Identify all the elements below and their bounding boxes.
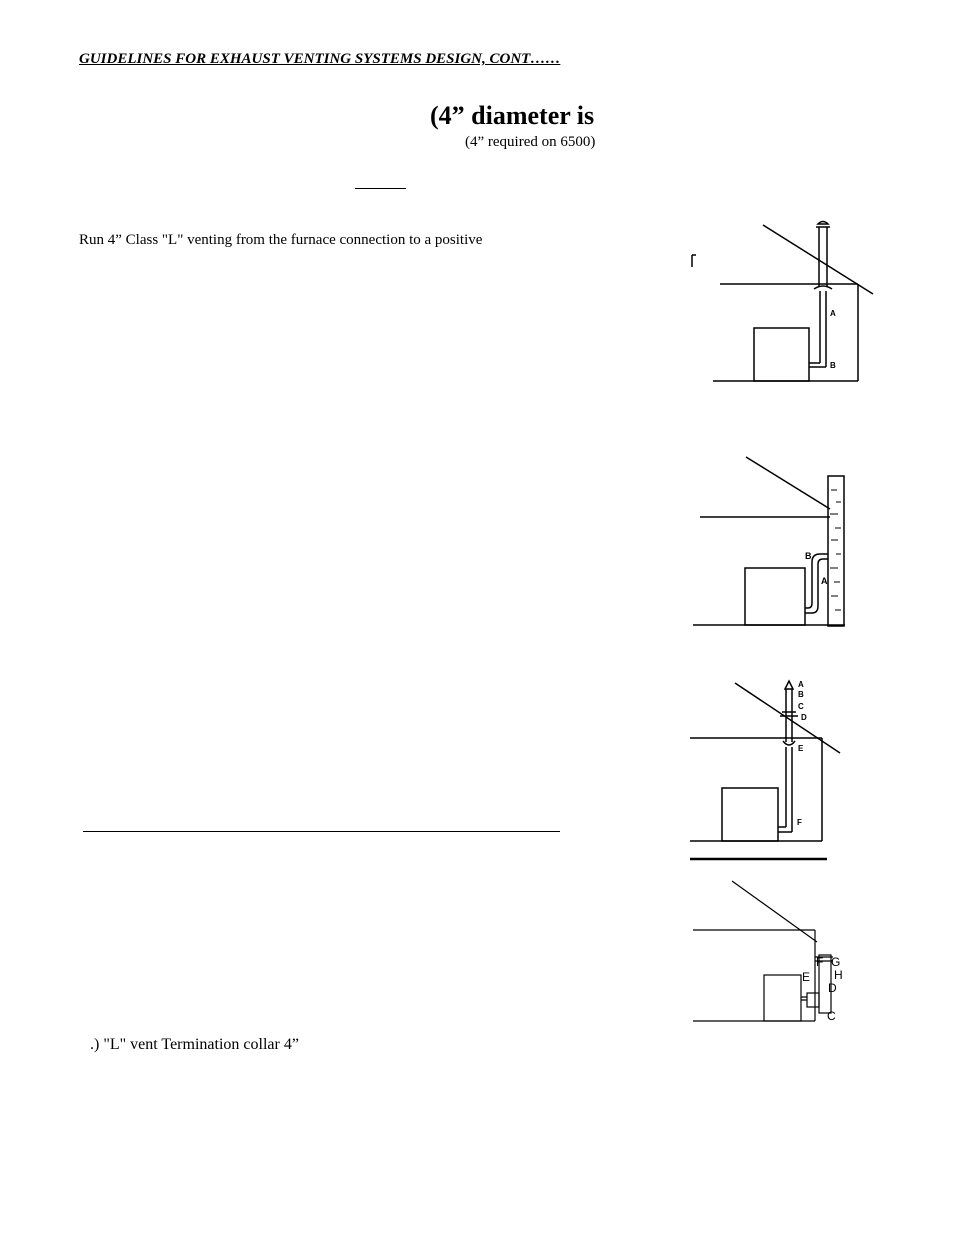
label-e: E (798, 744, 804, 753)
roof-line (746, 457, 830, 509)
label-a: A (798, 680, 804, 689)
label-b: B (830, 361, 836, 370)
termination-collar-item: .) "L" vent Termination collar 4” (90, 1036, 299, 1053)
masonry-chimney (828, 476, 844, 626)
roof-line (732, 881, 817, 942)
label-h: H (834, 968, 843, 982)
label-d: D (828, 981, 837, 995)
label-f: F (816, 955, 824, 969)
model-requirement-note: (4” required on 6500) (465, 134, 596, 150)
vent-diagram-sidewall (690, 875, 855, 1030)
vent-diagram-roof-components (685, 675, 860, 875)
furnace-box (722, 788, 778, 841)
label-b: B (798, 690, 804, 699)
label-e: E (802, 970, 811, 984)
label-d: D (801, 713, 807, 722)
diameter-heading: (4” diameter is (430, 101, 595, 130)
vent-cap (818, 222, 828, 225)
furnace-connector (809, 363, 826, 367)
vent-diagram-masonry-chimney (690, 450, 860, 635)
label-b: B (805, 551, 812, 561)
section-header: GUIDELINES FOR EXHAUST VENTING SYSTEMS DESIGN, CONT…… (79, 51, 561, 67)
label-a: A (821, 576, 828, 586)
furnace-connector (778, 827, 792, 832)
chimney-brick-marks (830, 490, 841, 610)
label-c: C (827, 1009, 836, 1023)
firestop (783, 741, 795, 745)
section-divider (83, 831, 560, 832)
firestop (814, 286, 832, 289)
label-f: F (797, 818, 802, 827)
corner-mark (692, 255, 696, 267)
venting-instruction: Run 4” Class "L" venting from the furnace connection to a positive (79, 232, 483, 248)
horizontal-connector (801, 997, 807, 1000)
vent-pipe-inner (805, 559, 828, 613)
furnace-box (764, 975, 801, 1021)
wall-thimble (807, 993, 819, 1007)
label-g: G (831, 955, 841, 969)
label-a: A (830, 309, 836, 318)
short-divider (355, 188, 406, 189)
roof-line (735, 683, 840, 753)
label-c: C (798, 702, 804, 711)
furnace-box (745, 568, 805, 625)
vent-cap (785, 681, 793, 689)
furnace-box (754, 328, 809, 381)
vent-diagram-vertical-roof (680, 215, 880, 390)
